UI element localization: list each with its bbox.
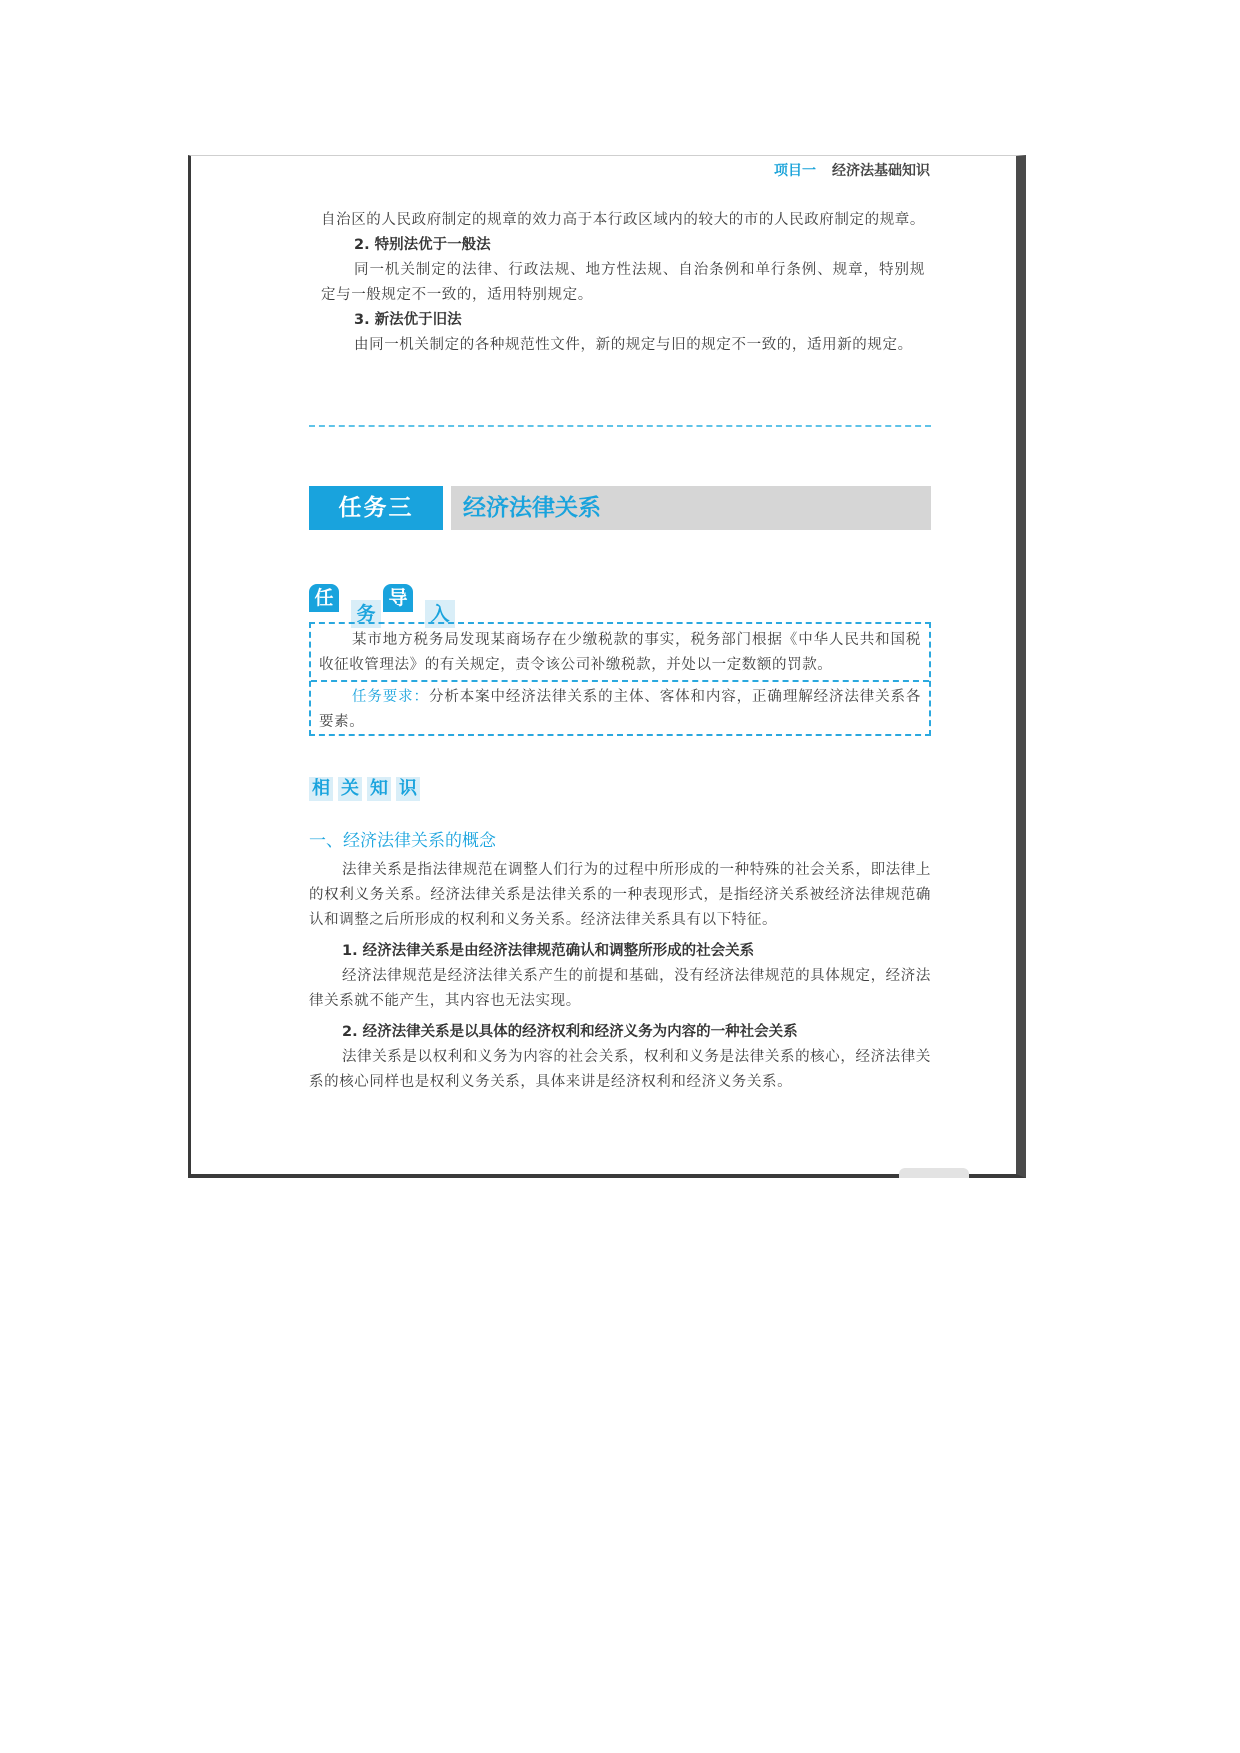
feature-1-paragraph: 经济法律规范是经济法律关系产生的前提和基础，没有经济法律规范的具体规定，经济法律关系就不能产生，其内容也无法实现。 bbox=[309, 968, 931, 1009]
header-title: 经济法基础知识 bbox=[832, 163, 930, 179]
case-text: 某市地方税务局发现某商场存在少缴税款的事实，税务部门根据《中华人民共和国税收征收管理法》的有关规定，责令该公司补缴税款，并处以一定数额的罚款。 bbox=[319, 632, 921, 673]
subheading-feature-1: 1. 经济法律关系是由经济法律规范确认和调整所形成的社会关系 bbox=[342, 943, 755, 959]
requirement-text: 分析本案中经济法律关系的主体、客体和内容，正确理解经济法律关系各要素。 bbox=[319, 689, 922, 730]
subheading-special-law: 2. 特别法优于一般法 bbox=[354, 237, 491, 253]
task-intro-box bbox=[309, 622, 931, 736]
running-header bbox=[191, 160, 930, 180]
top-paragraph-2: 同一机关制定的法律、行政法规、地方性法规、自治条例和单行条例、规章，特别规定与一般规定不一致的，适用特别规定。 bbox=[321, 262, 925, 303]
concept-paragraph: 法律关系是指法律规范在调整人们行为的过程中所形成的一种特殊的社会关系，即法律上的权利义务关系。经济法律关系是法律关系的一种表现形式，是指经济关系被经济法律规范确认和调整之后所形成的权利和义务关系。经济法律关系具有以下特征。 bbox=[309, 862, 931, 928]
top-continuation bbox=[321, 208, 925, 358]
badge-char: 任 bbox=[309, 584, 339, 612]
knowledge-body bbox=[309, 858, 931, 1095]
badge-char: 务 bbox=[351, 600, 381, 628]
subheading-new-law: 3. 新法优于旧法 bbox=[354, 312, 462, 328]
task-banner bbox=[309, 486, 931, 530]
badge-char: 入 bbox=[425, 600, 455, 628]
badge-char: 导 bbox=[383, 584, 413, 612]
intro-box-separator bbox=[311, 680, 929, 682]
badge-char: 关 bbox=[338, 777, 362, 801]
requirement-label: 任务要求： bbox=[352, 689, 429, 705]
task-requirement bbox=[319, 685, 921, 735]
dashed-divider bbox=[309, 425, 931, 427]
feature-2-paragraph: 法律关系是以权利和义务为内容的社会关系，权利和义务是法律关系的核心，经济法律关系的核心同样也是权利义务关系，具体来讲是经济权利和经济义务关系。 bbox=[309, 1049, 931, 1090]
top-paragraph-3: 由同一机关制定的各种规范性文件，新的规定与旧的规定不一致的，适用新的规定。 bbox=[354, 337, 913, 353]
header-project: 项目一 bbox=[774, 163, 816, 179]
section-heading-concept: 一、经济法律关系的概念 bbox=[309, 831, 496, 851]
page-corner-tab bbox=[899, 1168, 969, 1178]
related-knowledge-badge bbox=[309, 777, 425, 801]
badge-char: 相 bbox=[309, 777, 333, 801]
badge-char: 识 bbox=[396, 777, 420, 801]
top-paragraph-1: 自治区的人民政府制定的规章的效力高于本行政区域内的较大的市的人民政府制定的规章。 bbox=[321, 212, 925, 228]
task-label: 任务三 bbox=[309, 486, 443, 530]
document-page bbox=[188, 155, 1026, 1178]
subheading-feature-2: 2. 经济法律关系是以具体的经济权利和经济义务为内容的一种社会关系 bbox=[342, 1024, 798, 1040]
task-name: 经济法律关系 bbox=[451, 486, 931, 530]
badge-char: 知 bbox=[367, 777, 391, 801]
